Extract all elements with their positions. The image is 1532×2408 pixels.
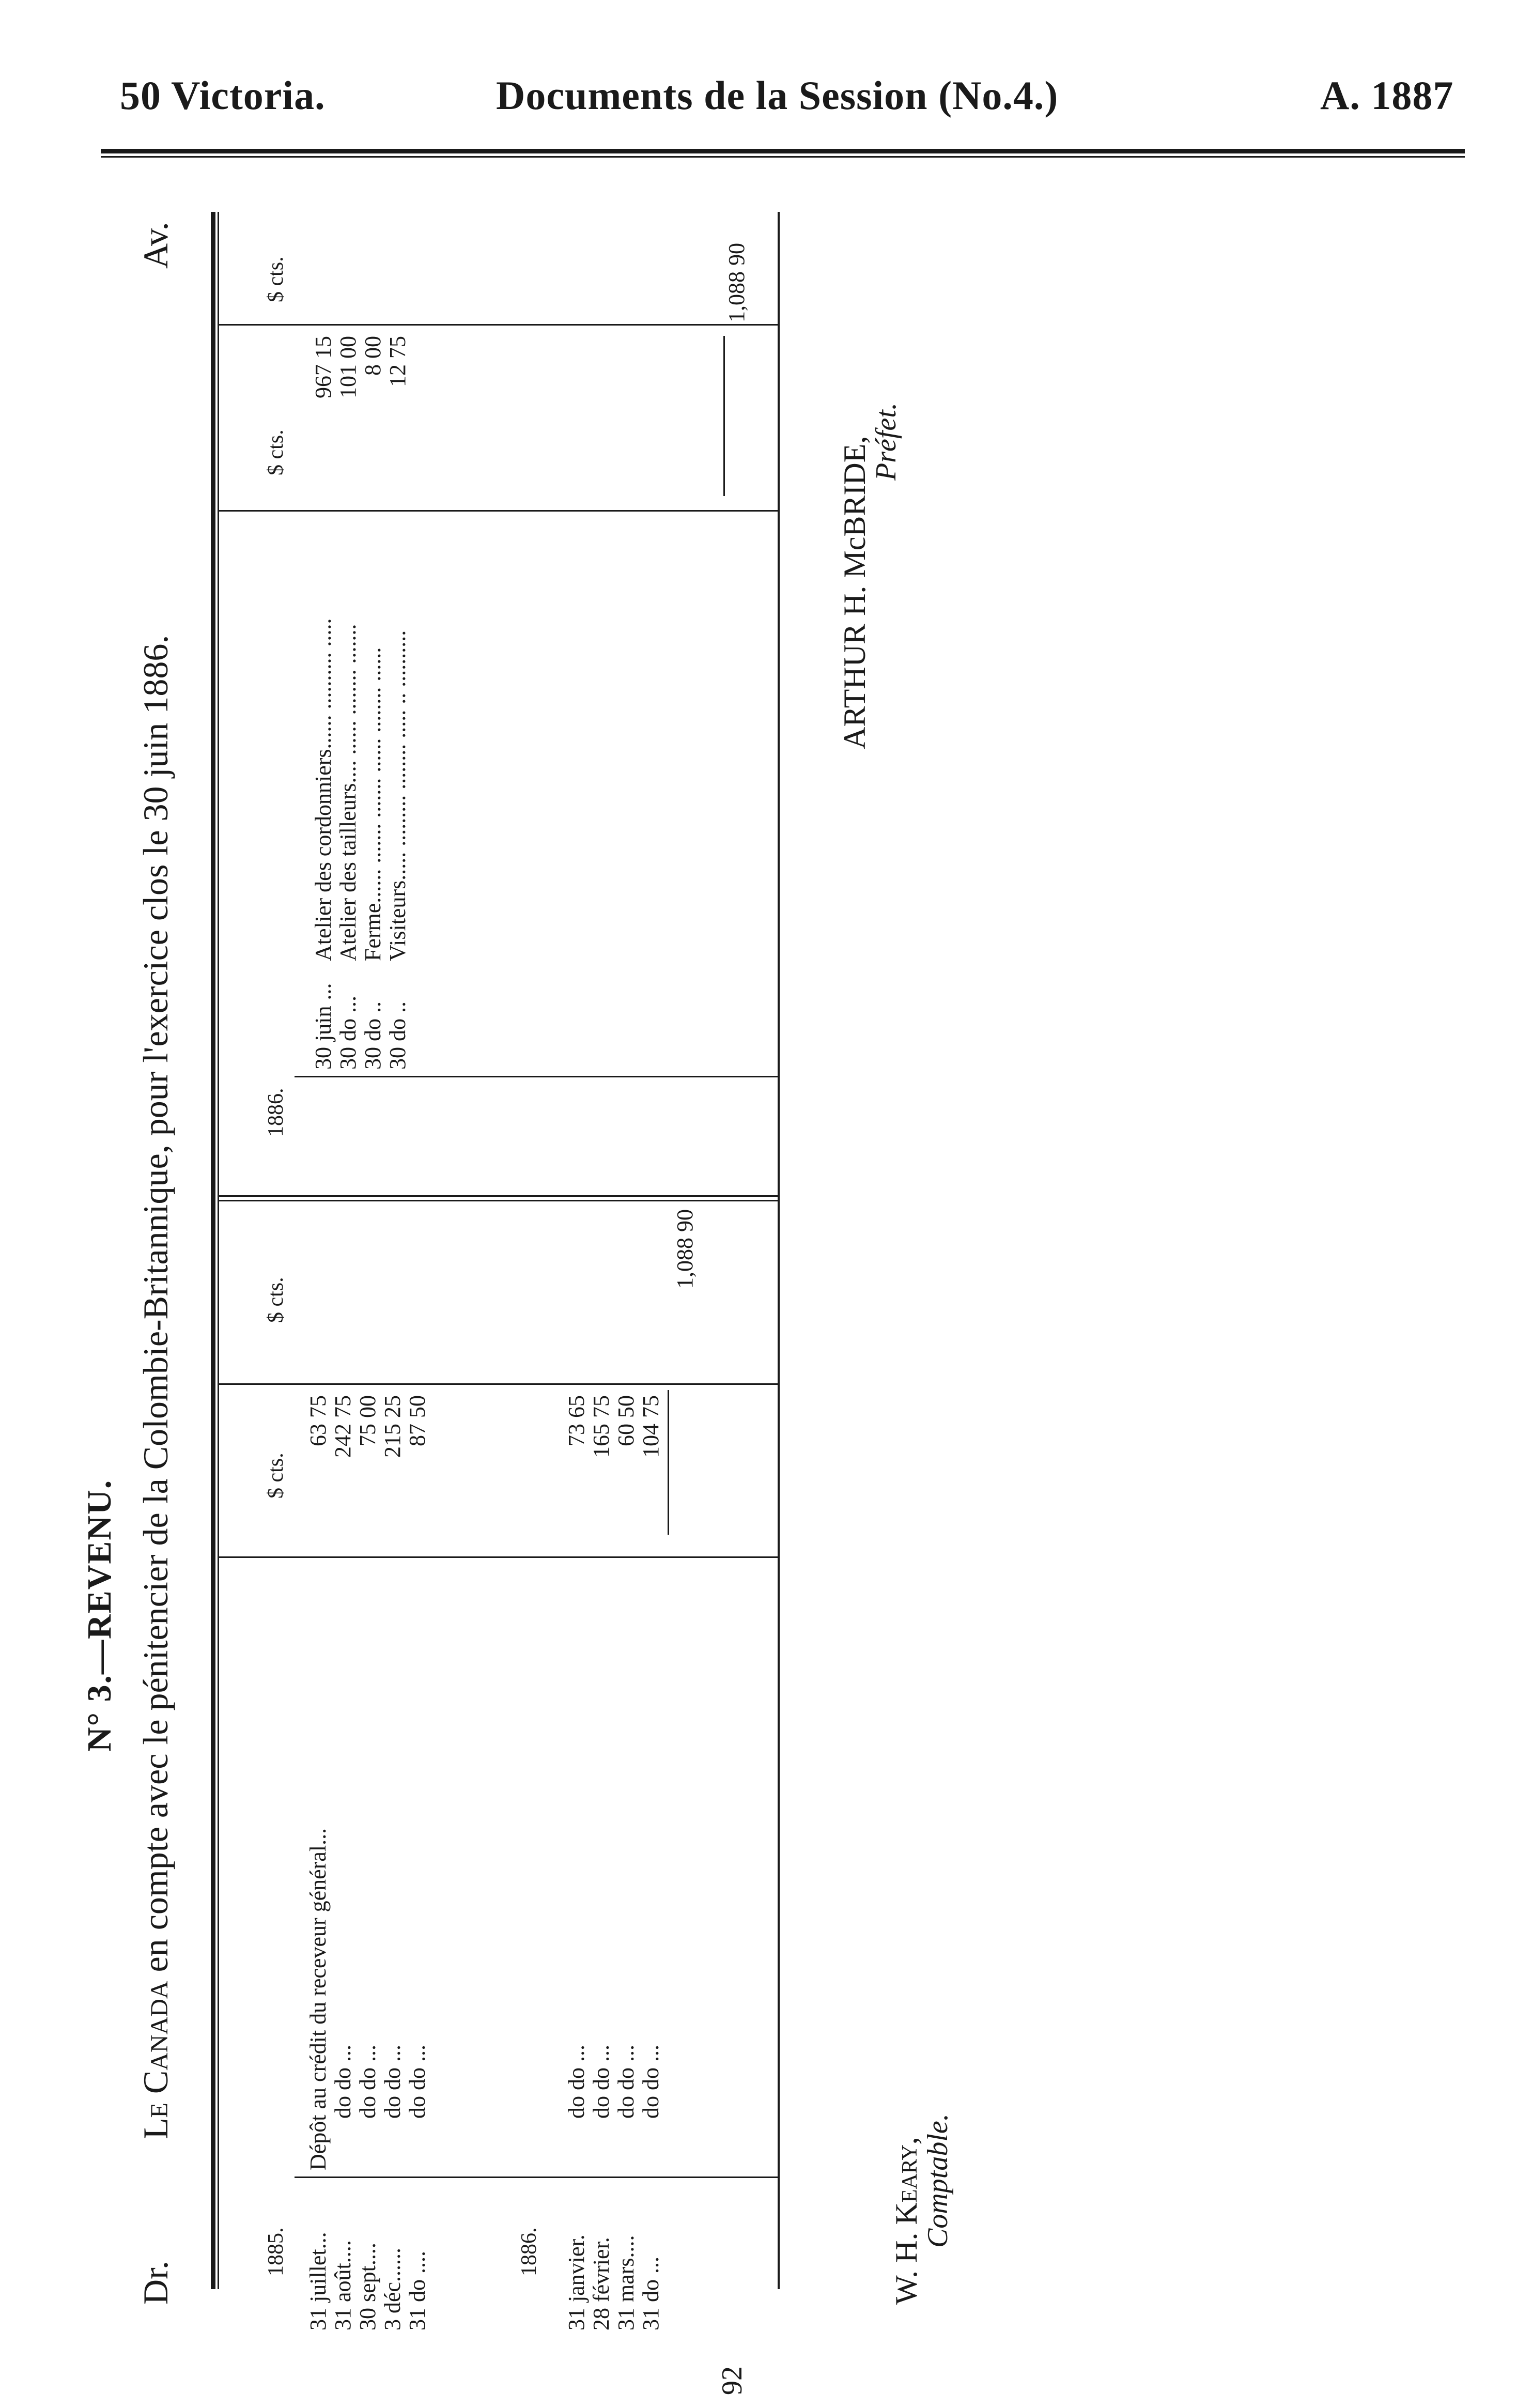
col-rule-cdate <box>295 1076 778 1077</box>
total-header: $ cts. <box>264 1277 288 1323</box>
credit-amount: 12 75 <box>385 336 410 387</box>
col-rule-cdesc <box>219 510 778 512</box>
debit-amount: 165 75 <box>589 1395 614 1458</box>
header-rule-thin <box>101 156 1465 158</box>
debit-description: do do ... <box>330 2045 355 2119</box>
debit-label: Dr. <box>136 2261 175 2305</box>
subtitle-text: en compte avec le pénitencier de la Colombie-Britannique, pour l'exercice clos le 30 juin 1886. <box>136 635 175 1981</box>
account-subtitle <box>135 635 176 2139</box>
year-1886-credit: 1886. <box>264 1088 288 1137</box>
accountant-role: Comptable. <box>922 2113 954 2248</box>
accountant-surname: Keary <box>889 2144 923 2225</box>
debit-description: do do ... <box>638 2045 663 2119</box>
debit-amount: 73 65 <box>564 1395 589 1446</box>
table-bottom-rule <box>778 212 780 2289</box>
debit-date: 30 sept.... <box>355 2243 380 2330</box>
year-1885: 1885. <box>264 2227 288 2276</box>
credit-date: 30 do ... <box>335 996 361 1070</box>
col-rule-amt1 <box>219 1383 778 1385</box>
credit-label: Av. <box>136 222 175 269</box>
running-head-right: A. 1887 <box>1320 73 1454 118</box>
credit-total: 1,088 90 <box>724 243 749 322</box>
accountant-name-initials: W. H. <box>889 2225 923 2305</box>
page-title: N° 3.—REVENU. <box>81 1479 118 1752</box>
col-rule-camt1 <box>219 324 778 326</box>
debit-date: 31 juillet... <box>305 2232 331 2330</box>
credit-amount: 8 00 <box>360 336 385 376</box>
debit-date: 31 janvier. <box>564 2234 589 2330</box>
credit-total-header: $ cts. <box>264 256 288 302</box>
signature-warden <box>837 403 903 749</box>
debit-description: do do ... <box>589 2045 614 2119</box>
credit-date: 30 do .. <box>360 1001 385 1070</box>
debit-date: 28 février. <box>589 2237 614 2330</box>
debit-amount: 60 50 <box>613 1395 639 1446</box>
col-rule-amt2-a <box>219 1200 778 1201</box>
year-1886: 1886. <box>517 2227 541 2276</box>
warden-role: Préfet. <box>870 403 902 481</box>
debit-description: do do ... <box>405 2045 430 2119</box>
debit-amount: 87 50 <box>405 1395 430 1446</box>
header-rule <box>101 149 1465 153</box>
debit-subtotal-rule <box>668 1390 669 1535</box>
amount-header: $ cts. <box>264 1453 288 1499</box>
table-top-rule-thin <box>218 212 219 2289</box>
credit-description: Atelier des cordonniers...... .......... ..... <box>311 618 336 961</box>
credit-description: Ferme...... ....... ....... ...... ........ ...... <box>360 647 385 961</box>
col-rule-amt2-b <box>219 1195 778 1197</box>
credit-description: Atelier des tailleurs.... ...... ........ ....... <box>335 624 361 961</box>
debit-amount: 215 25 <box>380 1395 405 1458</box>
credit-description: Visiteurs..... ......... ........ ..... .. .......... <box>385 630 410 961</box>
debit-date: 31 do .... <box>405 2251 430 2330</box>
debit-date: 3 déc...... <box>380 2247 405 2330</box>
table-top-rule <box>211 212 215 2289</box>
credit-amount: 101 00 <box>335 336 361 398</box>
debit-amount: 75 00 <box>355 1395 380 1446</box>
debit-total: 1,088 90 <box>672 1209 698 1289</box>
running-head-left: 50 Victoria. <box>120 73 326 118</box>
rotated-ledger <box>0 222 1323 2408</box>
debit-amount: 63 75 <box>305 1395 331 1446</box>
credit-date: 30 do .. <box>385 1001 410 1070</box>
debit-amount: 242 75 <box>330 1395 355 1458</box>
warden-name: ARTHUR H. McBRIDE, <box>838 436 872 749</box>
debit-description: do do ... <box>355 2045 380 2119</box>
debit-description: do do ... <box>564 2045 589 2119</box>
debit-date: 31 août.... <box>330 2240 355 2330</box>
credit-amount: 967 15 <box>311 336 336 398</box>
credit-date: 30 juin ... <box>311 983 336 1070</box>
col-rule-date <box>295 2177 778 2178</box>
col-rule-desc <box>219 1556 778 1558</box>
debit-date: 31 do ... <box>638 2257 663 2330</box>
accountant-comma: , <box>889 2137 923 2145</box>
debit-description: Dépôt au crédit du receveur général... <box>305 1828 331 2170</box>
credit-subtotal-rule <box>723 336 725 496</box>
subtitle-lead: Le Canada <box>136 1981 175 2139</box>
debit-date: 31 mars.... <box>613 2235 639 2330</box>
credit-amount-header: $ cts. <box>264 429 288 475</box>
debit-amount: 104 75 <box>638 1395 663 1458</box>
page-number: 92 <box>716 2366 748 2395</box>
signature-accountant <box>889 2113 954 2305</box>
debit-description: do do ... <box>380 2045 405 2119</box>
debit-description: do do ... <box>613 2045 639 2119</box>
running-head-center: Documents de la Session (No.4.) <box>496 73 1059 118</box>
